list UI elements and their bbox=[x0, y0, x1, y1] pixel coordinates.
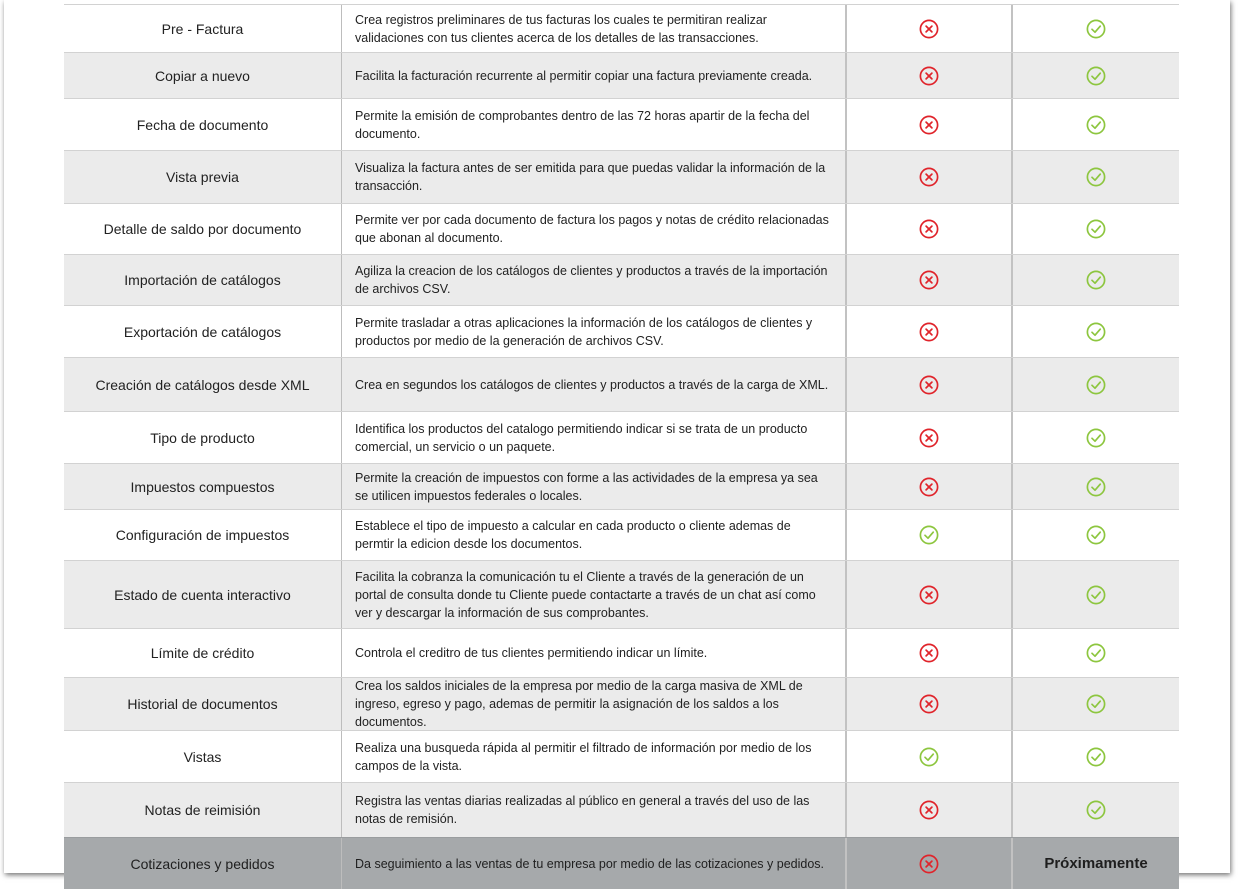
basic-availability-cell bbox=[847, 255, 1013, 305]
basic-availability-cell bbox=[847, 99, 1013, 150]
feature-name: Notas de reimisión bbox=[64, 783, 342, 837]
feature-description: Controla el creditro de tus clientes permitiendo indicar un límite. bbox=[342, 629, 847, 677]
check-circle-icon bbox=[1085, 114, 1107, 136]
premium-availability-cell bbox=[1013, 629, 1179, 677]
premium-availability-cell bbox=[1013, 99, 1179, 150]
premium-availability-cell bbox=[1013, 838, 1179, 889]
feature-comparison-table bbox=[64, 4, 1179, 889]
feature-name: Configuración de impuestos bbox=[64, 510, 342, 560]
feature-name: Importación de catálogos bbox=[64, 255, 342, 305]
feature-name: Pre - Factura bbox=[64, 5, 342, 52]
basic-availability-cell bbox=[847, 306, 1013, 357]
premium-availability-cell bbox=[1013, 255, 1179, 305]
check-circle-icon bbox=[918, 524, 940, 546]
basic-availability-cell bbox=[847, 412, 1013, 463]
check-circle-icon bbox=[1085, 427, 1107, 449]
x-circle-icon bbox=[918, 476, 940, 498]
feature-name: Fecha de documento bbox=[64, 99, 342, 150]
table-row bbox=[64, 411, 1179, 463]
feature-name: Estado de cuenta interactivo bbox=[64, 561, 342, 628]
feature-description: Permite la creación de impuestos con forme a las actividades de la empresa ya sea se utilicen impuestos federales o locales. bbox=[342, 464, 847, 509]
table-row bbox=[64, 254, 1179, 305]
basic-availability-cell bbox=[847, 358, 1013, 411]
premium-availability-cell bbox=[1013, 151, 1179, 203]
basic-availability-cell bbox=[847, 731, 1013, 782]
feature-description: Identifica los productos del catalogo permitiendo indicar si se trata de un producto comercial, un servicio o un paquete. bbox=[342, 412, 847, 463]
table-row bbox=[64, 463, 1179, 509]
feature-name: Vistas bbox=[64, 731, 342, 782]
x-circle-icon bbox=[918, 321, 940, 343]
basic-availability-cell bbox=[847, 5, 1013, 52]
x-circle-icon bbox=[918, 584, 940, 606]
premium-availability-cell bbox=[1013, 561, 1179, 628]
basic-availability-cell bbox=[847, 53, 1013, 98]
premium-availability-cell bbox=[1013, 678, 1179, 730]
table-row bbox=[64, 677, 1179, 730]
feature-description: Visualiza la factura antes de ser emitida para que puedas validar la información de la transacción. bbox=[342, 151, 847, 203]
feature-name: Historial de documentos bbox=[64, 678, 342, 730]
check-circle-icon bbox=[1085, 18, 1107, 40]
feature-description: Permite trasladar a otras aplicaciones la información de los catálogos de clientes y productos por medio de la generación de archivos CSV. bbox=[342, 306, 847, 357]
table-row bbox=[64, 560, 1179, 628]
feature-name: Copiar a nuevo bbox=[64, 53, 342, 98]
x-circle-icon bbox=[918, 166, 940, 188]
feature-name: Vista previa bbox=[64, 151, 342, 203]
feature-name: Tipo de producto bbox=[64, 412, 342, 463]
basic-availability-cell bbox=[847, 204, 1013, 254]
check-circle-icon bbox=[1085, 693, 1107, 715]
basic-availability-cell bbox=[847, 678, 1013, 730]
basic-availability-cell bbox=[847, 838, 1013, 889]
feature-description: Permite ver por cada documento de factura los pagos y notas de crédito relacionadas que abonan al documento. bbox=[342, 204, 847, 254]
x-circle-icon bbox=[918, 269, 940, 291]
coming-soon-label: Próximamente bbox=[1044, 855, 1148, 872]
table-row bbox=[64, 782, 1179, 837]
premium-availability-cell bbox=[1013, 731, 1179, 782]
feature-description: Permite la emisión de comprobantes dentro de las 72 horas apartir de la fecha del documento. bbox=[342, 99, 847, 150]
table-row bbox=[64, 305, 1179, 357]
x-circle-icon bbox=[918, 65, 940, 87]
table-row bbox=[64, 52, 1179, 98]
x-circle-icon bbox=[918, 642, 940, 664]
check-circle-icon bbox=[1085, 799, 1107, 821]
premium-availability-cell bbox=[1013, 306, 1179, 357]
x-circle-icon bbox=[918, 427, 940, 449]
feature-name: Exportación de catálogos bbox=[64, 306, 342, 357]
feature-name: Límite de crédito bbox=[64, 629, 342, 677]
basic-availability-cell bbox=[847, 464, 1013, 509]
feature-description: Crea en segundos los catálogos de clientes y productos a través de la carga de XML. bbox=[342, 358, 847, 411]
check-circle-icon bbox=[1085, 374, 1107, 396]
feature-name: Detalle de saldo por documento bbox=[64, 204, 342, 254]
check-circle-icon bbox=[1085, 321, 1107, 343]
x-circle-icon bbox=[918, 853, 940, 875]
check-circle-icon bbox=[1085, 746, 1107, 768]
table-row bbox=[64, 150, 1179, 203]
check-circle-icon bbox=[918, 746, 940, 768]
content-frame bbox=[4, 0, 1230, 873]
table-row bbox=[64, 730, 1179, 782]
table-row bbox=[64, 357, 1179, 411]
check-circle-icon bbox=[1085, 269, 1107, 291]
check-circle-icon bbox=[1085, 218, 1107, 240]
feature-description: Crea registros preliminares de tus facturas los cuales te permitiran realizar validaciones con tus clientes acerca de los detalles de las transacciones. bbox=[342, 5, 847, 52]
premium-availability-cell bbox=[1013, 783, 1179, 837]
feature-name: Creación de catálogos desde XML bbox=[64, 358, 342, 411]
basic-availability-cell bbox=[847, 151, 1013, 203]
premium-availability-cell bbox=[1013, 412, 1179, 463]
check-circle-icon bbox=[1085, 476, 1107, 498]
feature-description: Registra las ventas diarias realizadas al público en general a través del uso de las notas de remisión. bbox=[342, 783, 847, 837]
table-row bbox=[64, 4, 1179, 52]
x-circle-icon bbox=[918, 18, 940, 40]
x-circle-icon bbox=[918, 799, 940, 821]
check-circle-icon bbox=[1085, 642, 1107, 664]
feature-description: Agiliza la creacion de los catálogos de clientes y productos a través de la importación de archivos CSV. bbox=[342, 255, 847, 305]
x-circle-icon bbox=[918, 693, 940, 715]
premium-availability-cell bbox=[1013, 464, 1179, 509]
premium-availability-cell bbox=[1013, 53, 1179, 98]
x-circle-icon bbox=[918, 218, 940, 240]
table-row bbox=[64, 628, 1179, 677]
feature-description: Facilita la facturación recurrente al permitir copiar una factura previamente creada. bbox=[342, 53, 847, 98]
feature-name: Cotizaciones y pedidos bbox=[64, 838, 342, 889]
feature-description: Crea los saldos iniciales de la empresa por medio de la carga masiva de XML de ingreso, egreso y pago, ademas de permitir la asignación de los saldos a los documentos. bbox=[342, 678, 847, 730]
premium-availability-cell bbox=[1013, 510, 1179, 560]
premium-availability-cell bbox=[1013, 204, 1179, 254]
check-circle-icon bbox=[1085, 65, 1107, 87]
basic-availability-cell bbox=[847, 561, 1013, 628]
premium-availability-cell bbox=[1013, 358, 1179, 411]
check-circle-icon bbox=[1085, 524, 1107, 546]
feature-name: Impuestos compuestos bbox=[64, 464, 342, 509]
feature-description: Realiza una busqueda rápida al permitir el filtrado de información por medio de los campos de la vista. bbox=[342, 731, 847, 782]
premium-availability-cell bbox=[1013, 5, 1179, 52]
table-row bbox=[64, 837, 1179, 889]
table-row bbox=[64, 98, 1179, 150]
basic-availability-cell bbox=[847, 510, 1013, 560]
feature-description: Facilita la cobranza la comunicación tu el Cliente a través de la generación de un portal de consulta donde tu Cliente puede contactarte a través de un chat así como ver y descargar la información de sus comprobantes. bbox=[342, 561, 847, 628]
table-row bbox=[64, 509, 1179, 560]
table-row bbox=[64, 203, 1179, 254]
check-circle-icon bbox=[1085, 584, 1107, 606]
feature-description: Da seguimiento a las ventas de tu empresa por medio de las cotizaciones y pedidos. bbox=[342, 838, 847, 889]
x-circle-icon bbox=[918, 374, 940, 396]
basic-availability-cell bbox=[847, 783, 1013, 837]
basic-availability-cell bbox=[847, 629, 1013, 677]
x-circle-icon bbox=[918, 114, 940, 136]
check-circle-icon bbox=[1085, 166, 1107, 188]
feature-description: Establece el tipo de impuesto a calcular en cada producto o cliente ademas de permtir la edicion desde los documentos. bbox=[342, 510, 847, 560]
